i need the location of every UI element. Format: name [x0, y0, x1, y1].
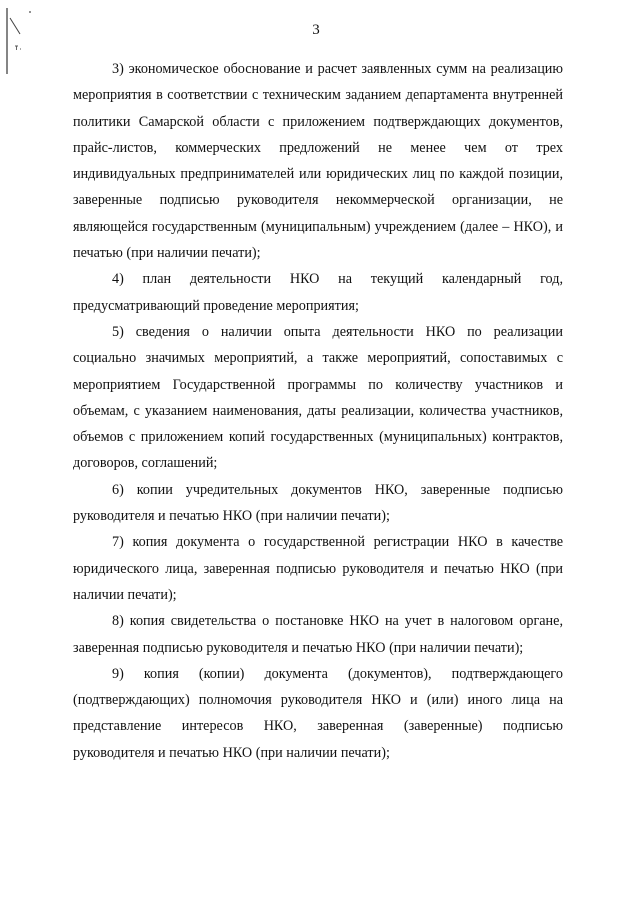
paragraph-item-9: 9) копия (копии) документа (документов), подтверждающего (подтверждающих) полномочия руководителя НКО и (или) иного лица на представление интересов НКО, заверенная (заверенные) подписью руководителя и печатью НКО (при наличии печати); [73, 665, 563, 761]
page-number: 3 [312, 22, 320, 38]
paragraph-item-4: 4) план деятельности НКО на текущий календарный год, предусматривающий проведение мероприятия; [73, 271, 563, 314]
paragraph-item-6: 6) копии учредительных документов НКО, заверенные подписью руководителя и печатью НКО (при наличии печати); [73, 481, 563, 525]
paragraph-item-8: 8) копия свидетельства о постановке НКО на учет в налоговом органе, заверенная подписью руководителя и печатью НКО (при наличии печати); [73, 613, 563, 656]
paragraph-item-5: 5) сведения о наличии опыта деятельности НКО по реализации социально значимых мероприятий, а также мероприятий, сопоставимых с мероприятием Государственной программы по количеству участников и объемам, с указанием наименования, даты реализации, количества участников, объемов с приложением копий государственных (муниципальных) контрактов, договоров, соглашений; [73, 323, 563, 472]
scan-margin-mark-icon [4, 6, 34, 76]
document-body [73, 56, 563, 766]
paragraph-item-3: 3) экономическое обоснование и расчет заявленных сумм на реализацию мероприятия в соответствии с техническим заданием департамента внутренней политики Самарской области с приложением подтверждающих документов, прайс-листов, коммерческих предложений не менее чем от трех индивидуальных предпринимателей или юридических лиц по каждой позиции, заверенные подписью руководителя некоммерческой организации, не являющейся государственным (муниципальным) учреждением (далее – НКО), и печатью (при наличии печати); [73, 61, 563, 262]
paragraph-item-7: 7) копия документа о государственной регистрации НКО в качестве юридического лица, заверенная подписью руководителя и печатью НКО (при наличии печати); [73, 534, 563, 603]
